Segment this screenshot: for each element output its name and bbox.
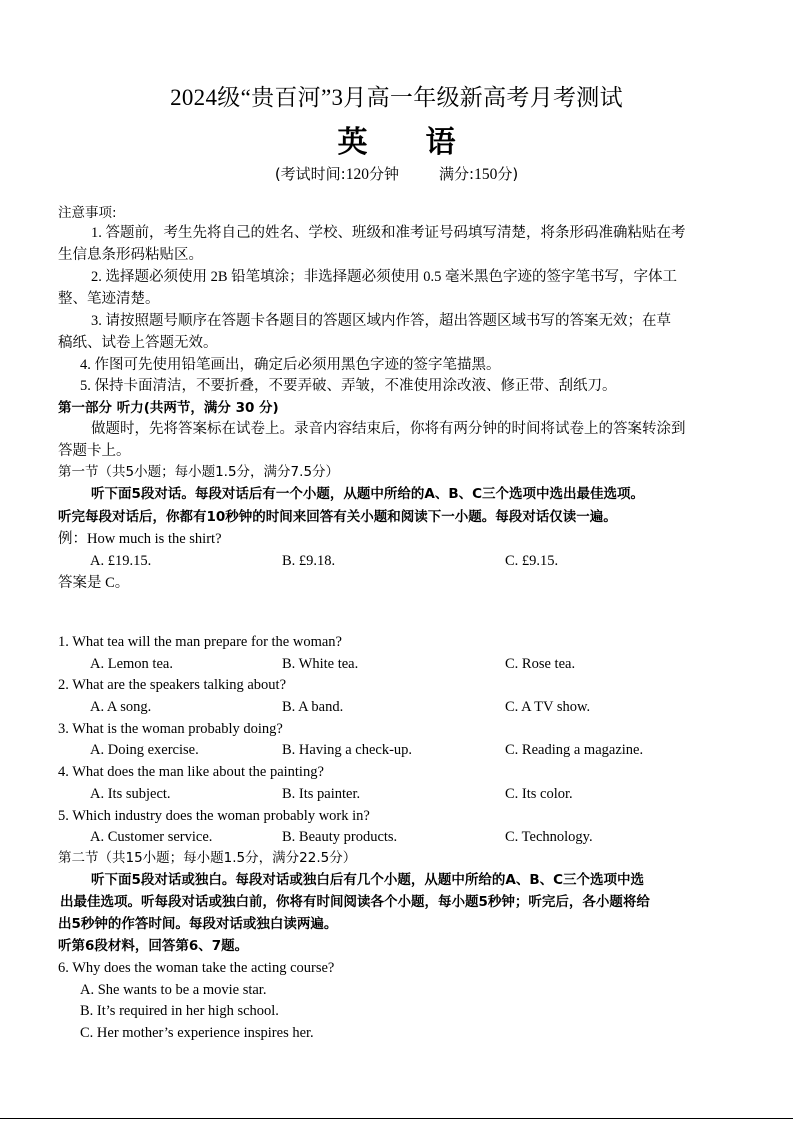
part1-instruction-line-2: 答题卡上。 bbox=[58, 443, 131, 459]
question-5-option-b: B. Beauty products. bbox=[282, 829, 398, 845]
example-option-a: A. £19.15. bbox=[90, 553, 152, 569]
part1-instruction-line-1: 做题时，先将答案标在试卷上。录音内容结束后，你将有两分钟的时间将试卷上的答案转涂到 bbox=[91, 421, 686, 437]
note-3-line-2: 稿纸、试卷上答题无效。 bbox=[58, 335, 218, 351]
score-value: 150 bbox=[474, 166, 498, 183]
time-value: 120 bbox=[345, 166, 369, 183]
section2-instruction-line-3: 出5秒钟的作答时间。每段对话或独白读两遍。 bbox=[58, 916, 338, 932]
question-3-option-a: A. Doing exercise. bbox=[90, 742, 199, 758]
example-question: 例：How much is the shirt? bbox=[58, 531, 222, 547]
part1-heading: 第一部分 听力(共两节，满分 30 分) bbox=[58, 400, 279, 416]
note-3-line-1: 3. 请按照题号顺序在答题卡各题目的答题区域内作答，超出答题区域书写的答案无效；在草 bbox=[91, 313, 671, 329]
question-5-option-a: A. Customer service. bbox=[90, 829, 213, 845]
example-option-c: C. £9.15. bbox=[505, 553, 559, 569]
section2-instruction-line-1: 听下面5段对话或独白。每段对话或独白后有几个小题，从题中所给的A、B、C三个选项中选 bbox=[91, 872, 645, 888]
subject-char-2: 语 bbox=[425, 125, 456, 160]
material-6-heading: 听第6段材料，回答第6、7题。 bbox=[58, 938, 249, 954]
question-3: 3. What is the woman probably doing? bbox=[58, 721, 283, 737]
notes-heading: 注意事项: bbox=[58, 205, 117, 221]
note-2-line-2: 整、笔迹清楚。 bbox=[58, 291, 160, 307]
question-1-option-c: C. Rose tea. bbox=[505, 656, 576, 672]
question-4-option-b: B. Its painter. bbox=[282, 786, 361, 802]
question-6-option-b: B. It’s required in her high school. bbox=[80, 1003, 279, 1019]
question-4-option-c: C. Its color. bbox=[505, 786, 573, 802]
note-4: 4. 作图可先使用铅笔画出，确定后必须用黑色字迹的签字笔描黑。 bbox=[80, 357, 501, 373]
section1-instruction-line-2: 听完每段对话后，你都有10秒钟的时间来回答有关小题和阅读下一小题。每段对话仅读一遍。 bbox=[58, 509, 617, 525]
exam-info bbox=[0, 163, 793, 184]
question-2-option-c: C. A TV show. bbox=[505, 699, 591, 715]
section2-instruction-line-2: 出最佳选项。听每段对话或独白前，你将有时间阅读各个小题，每小题5秒钟；听完后，各小题将给 bbox=[60, 894, 650, 910]
question-4: 4. What does the man like about the painting? bbox=[58, 764, 324, 780]
section2-heading: 第二节（共15小题；每小题1.5分，满分22.5分） bbox=[58, 850, 357, 866]
example-answer: 答案是 C。 bbox=[58, 575, 130, 591]
question-5: 5. Which industry does the woman probably work in? bbox=[58, 808, 370, 824]
question-4-option-a: A. Its subject. bbox=[90, 786, 171, 802]
question-1: 1. What tea will the man prepare for the woman? bbox=[58, 634, 342, 650]
note-2-line-1: 2. 选择题必须使用 2B 铅笔填涂；非选择题必须使用 0.5 毫米黑色字迹的签字笔书写，字体工 bbox=[91, 269, 678, 285]
time-label: (考试时间: bbox=[274, 165, 346, 183]
page-bottom-rule bbox=[0, 1118, 793, 1119]
section1-instruction-line-1: 听下面5段对话。每段对话后有一个小题，从题中所给的A、B、C三个选项中选出最佳选项。 bbox=[91, 486, 645, 502]
question-5-option-c: C. Technology. bbox=[505, 829, 593, 845]
question-2: 2. What are the speakers talking about? bbox=[58, 677, 287, 693]
note-1-line-1: 1. 答题前，考生先将自己的姓名、学校、班级和准考证号码填写清楚，将条形码准确粘贴在考 bbox=[91, 225, 686, 241]
note-5: 5. 保持卡面清洁，不要折叠，不要弄破、弄皱，不准使用涂改液、修正带、刮纸刀。 bbox=[80, 378, 617, 394]
question-2-option-a: A. A song. bbox=[90, 699, 152, 715]
score-label: 满分: bbox=[439, 165, 475, 183]
question-6-option-a: A. She wants to be a movie star. bbox=[80, 982, 267, 998]
subject-title bbox=[0, 117, 793, 161]
score-unit: 分) bbox=[497, 165, 519, 183]
question-6: 6. Why does the woman take the acting course? bbox=[58, 960, 335, 976]
question-2-option-b: B. A band. bbox=[282, 699, 344, 715]
question-3-option-b: B. Having a check-up. bbox=[282, 742, 413, 758]
example-option-b: B. £9.18. bbox=[282, 553, 336, 569]
time-unit: 分钟 bbox=[368, 165, 399, 183]
section1-heading: 第一节（共5小题；每小题1.5分，满分7.5分） bbox=[58, 464, 340, 480]
question-3-option-c: C. Reading a magazine. bbox=[505, 742, 644, 758]
question-6-option-c: C. Her mother’s experience inspires her. bbox=[80, 1025, 314, 1041]
question-1-option-b: B. White tea. bbox=[282, 656, 359, 672]
exam-title: 2024级“贵百河”3月高一年级新高考月考测试 bbox=[170, 85, 623, 110]
subject-char-1: 英 bbox=[337, 125, 368, 160]
note-1-line-2: 生信息条形码粘贴区。 bbox=[58, 247, 203, 263]
question-1-option-a: A. Lemon tea. bbox=[90, 656, 173, 672]
